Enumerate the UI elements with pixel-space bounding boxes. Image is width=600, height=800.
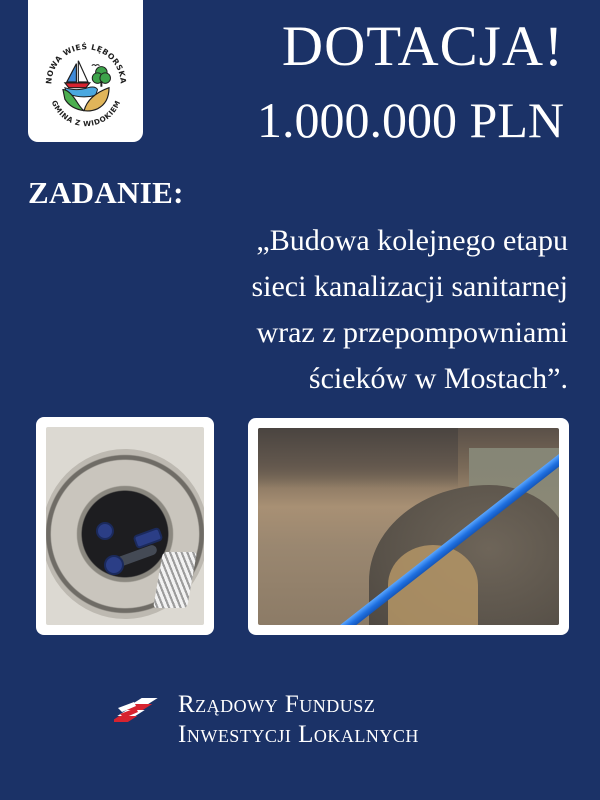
rfil-brand <box>114 690 419 750</box>
task-line: ścieków w Mostach”. <box>308 362 568 395</box>
logo-bottom-text: GMINA Z WIDOKIEM <box>49 98 122 128</box>
valve-wheel-icon <box>96 522 114 540</box>
svg-text:GMINA Z WIDOKIEM <box>49 99 122 128</box>
grant-amount: 1.000.000 PLN <box>257 92 564 148</box>
soil-layer <box>258 428 458 488</box>
municipality-logo-icon <box>38 32 134 128</box>
photo-card-trench <box>248 418 569 635</box>
task-label: ZADANIE: <box>28 175 184 210</box>
task-line: sieci kanalizacji sanitarnej <box>251 270 568 303</box>
task-line: „Budowa kolejnego etapu <box>256 224 568 257</box>
task-description <box>148 218 568 402</box>
rfil-line-1: Rządowy Fundusz <box>178 691 376 718</box>
manhole-photo <box>46 427 204 625</box>
task-line: wraz z przepompowniami <box>256 316 568 349</box>
photo-card-manhole <box>36 417 214 635</box>
municipality-logo-card <box>28 0 143 142</box>
logo-top-text: NOWA WIEŚ LĘBORSKA <box>43 42 128 85</box>
rfil-line-2: Inwestycji Lokalnych <box>178 721 419 748</box>
valve-wheel-icon <box>104 555 124 575</box>
trench-photo <box>258 428 559 625</box>
rfil-flag-logo-icon <box>114 694 168 726</box>
headline <box>257 10 564 148</box>
grant-title: DOTACJA! <box>281 15 564 78</box>
